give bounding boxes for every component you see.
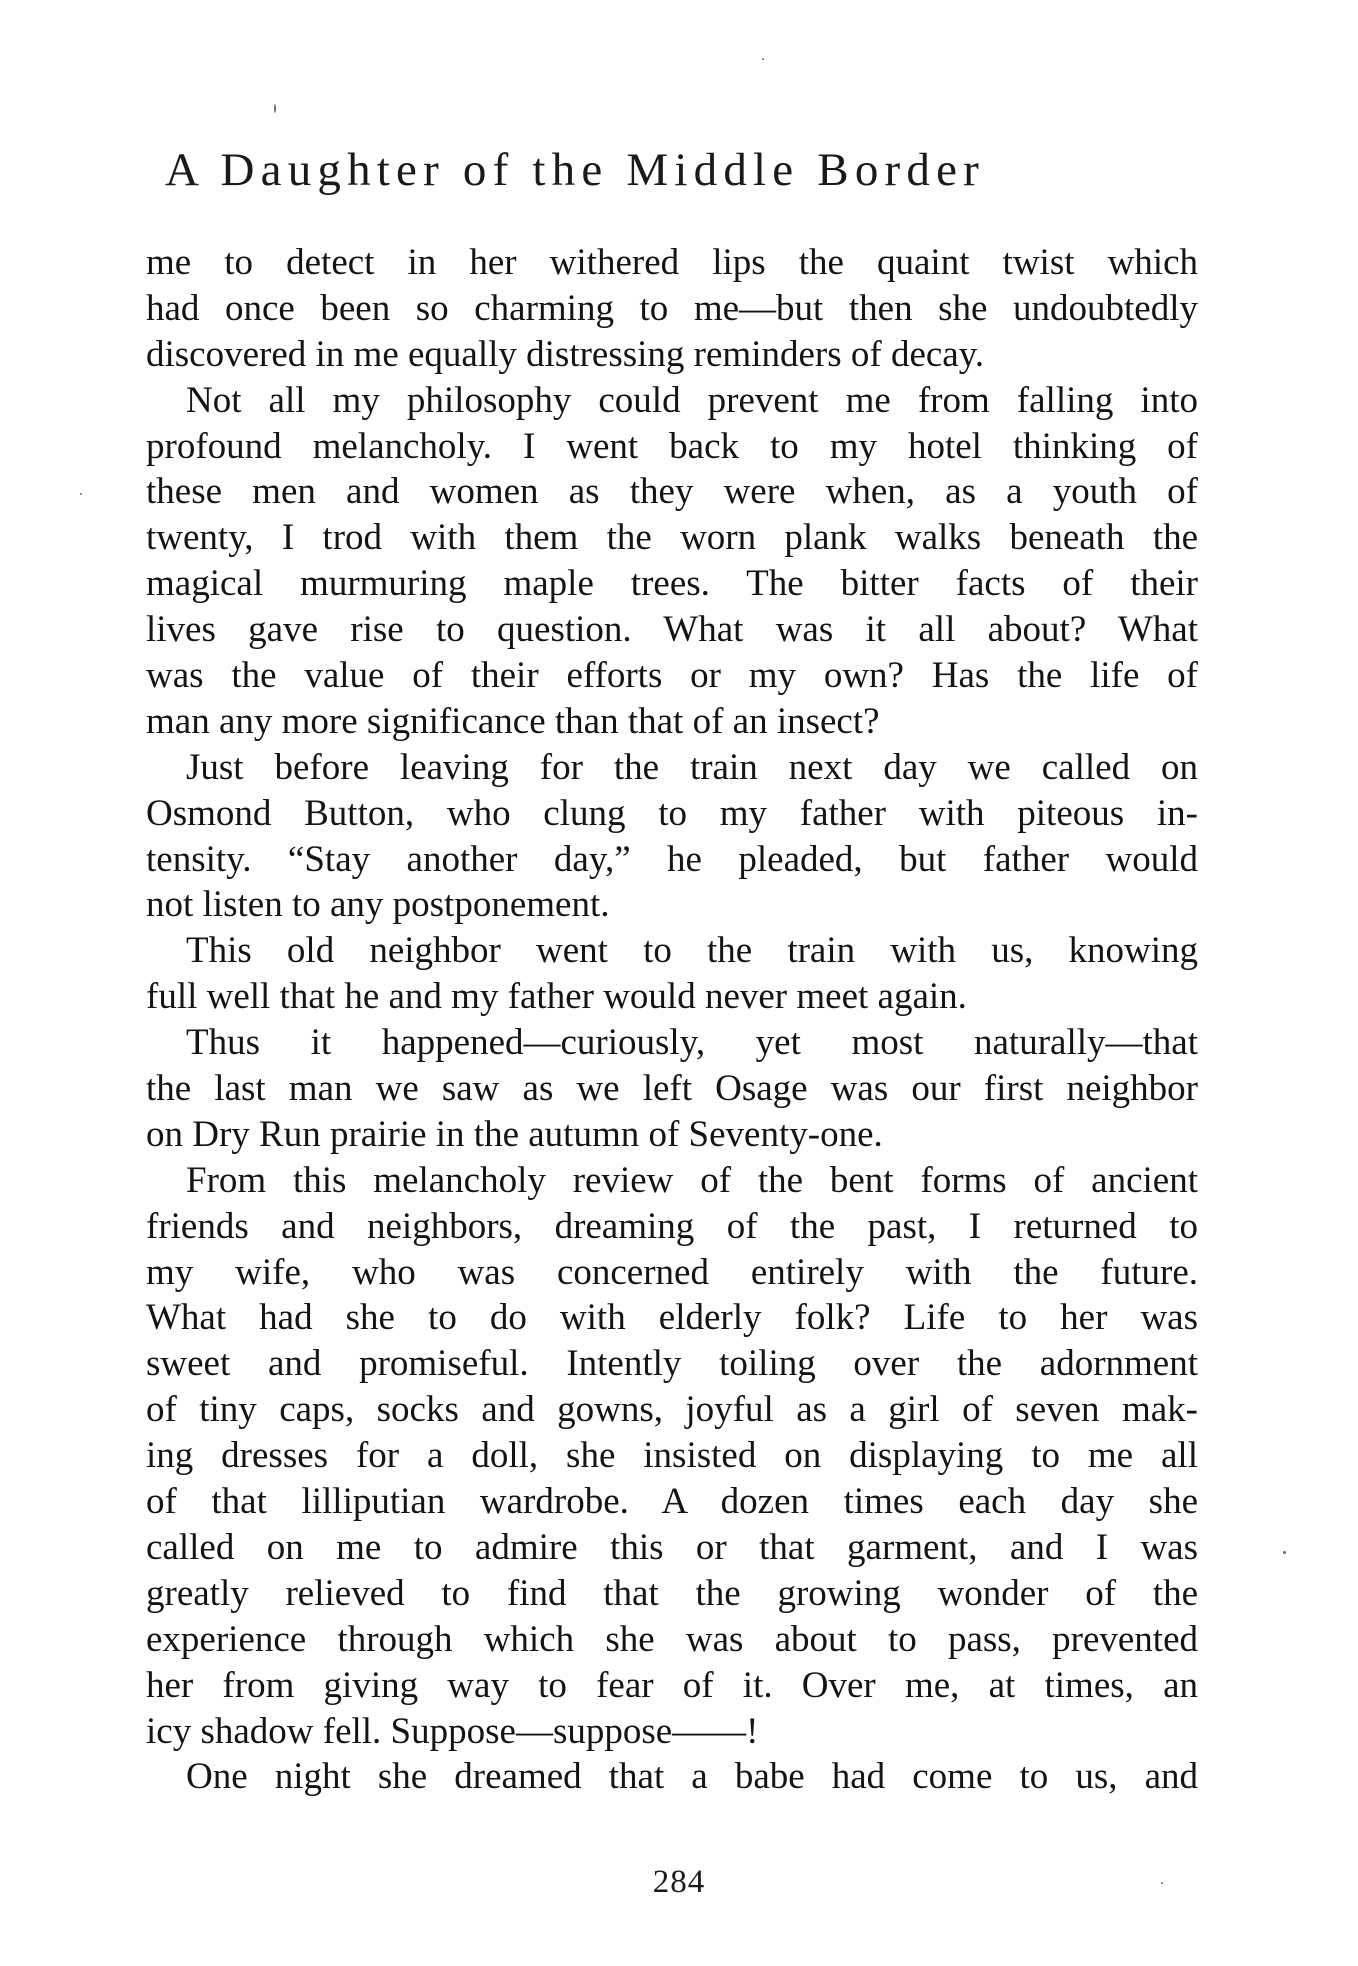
text-line: man any more significance than that of an insect? [146, 700, 880, 742]
text-line: icy shadow fell. Suppose—suppose——! [146, 1710, 759, 1752]
scan-speck [1161, 1882, 1163, 1884]
text-line: was the value of their efforts or my own? Has the life of [146, 655, 1198, 697]
text-line: twenty, I trod with them the worn plank walks beneath the [146, 517, 1198, 559]
running-head: A Daughter of the Middle Border [165, 144, 986, 196]
paragraph [146, 1754, 1198, 1800]
scan-speck [762, 58, 764, 60]
scan-speck [274, 104, 276, 113]
paragraph [146, 1020, 1198, 1158]
scan-speck [80, 493, 82, 495]
text-line: sweet and promiseful. Intently toiling over the adornment [146, 1343, 1198, 1385]
body-text [146, 240, 1198, 1800]
text-line: full well that he and my father would never meet again. [146, 976, 967, 1018]
text-line: profound melancholy. I went back to my hotel thinking of [146, 425, 1198, 467]
text-line: magical murmuring maple trees. The bitter facts of their [146, 563, 1198, 605]
text-line: Osmond Button, who clung to my father with piteous in- [146, 792, 1198, 834]
text-line: experience through which she was about to pass, prevented [146, 1618, 1198, 1660]
text-line: What had she to do with elderly folk? Life to her was [146, 1297, 1198, 1339]
text-line: ing dresses for a doll, she insisted on displaying to me all [146, 1435, 1198, 1477]
text-line: Not all my philosophy could prevent me from falling into [186, 379, 1198, 421]
paragraph [146, 928, 1198, 1020]
paragraph [146, 1158, 1198, 1755]
text-line: not listen to any postponement. [146, 884, 610, 926]
page-number: 284 [652, 1864, 706, 1900]
text-line: Just before leaving for the train next day we called on [186, 746, 1198, 788]
text-line: greatly relieved to find that the growing wonder of the [146, 1572, 1198, 1614]
text-line: of tiny caps, socks and gowns, joyful as a girl of seven mak- [146, 1389, 1198, 1431]
text-line: lives gave rise to question. What was it all about? What [146, 609, 1198, 651]
text-line: From this melancholy review of the bent forms of ancient [186, 1159, 1198, 1201]
text-line: of that lilliputian wardrobe. A dozen times each day she [146, 1481, 1198, 1523]
text-line: tensity. “Stay another day,” he pleaded, but father would [146, 838, 1198, 880]
text-line: me to detect in her withered lips the quaint twist which [146, 242, 1198, 283]
text-line: these men and women as they were when, as a youth of [146, 471, 1198, 513]
text-line: discovered in me equally distressing reminders of decay. [146, 333, 985, 375]
paragraph [146, 240, 1198, 378]
scan-speck [1283, 1551, 1286, 1554]
text-line: One night she dreamed that a babe had come to us, and [186, 1756, 1198, 1798]
text-line: my wife, who was concerned entirely with the future. [146, 1251, 1198, 1293]
text-line: on Dry Run prairie in the autumn of Seventy-one. [146, 1113, 883, 1155]
text-line: the last man we saw as we left Osage was our first neighbor [146, 1068, 1198, 1110]
paragraph [146, 378, 1198, 745]
text-line: called on me to admire this or that garment, and I was [146, 1526, 1198, 1568]
text-line: This old neighbor went to the train with us, knowing [186, 930, 1198, 972]
text-line: had once been so charming to me—but then she undoubtedly [146, 287, 1198, 329]
paragraph [146, 745, 1198, 929]
text-line: Thus it happened—curiously, yet most naturally—that [186, 1022, 1198, 1064]
text-line: friends and neighbors, dreaming of the past, I returned to [146, 1205, 1198, 1247]
text-line: her from giving way to fear of it. Over me, at times, an [146, 1664, 1198, 1706]
